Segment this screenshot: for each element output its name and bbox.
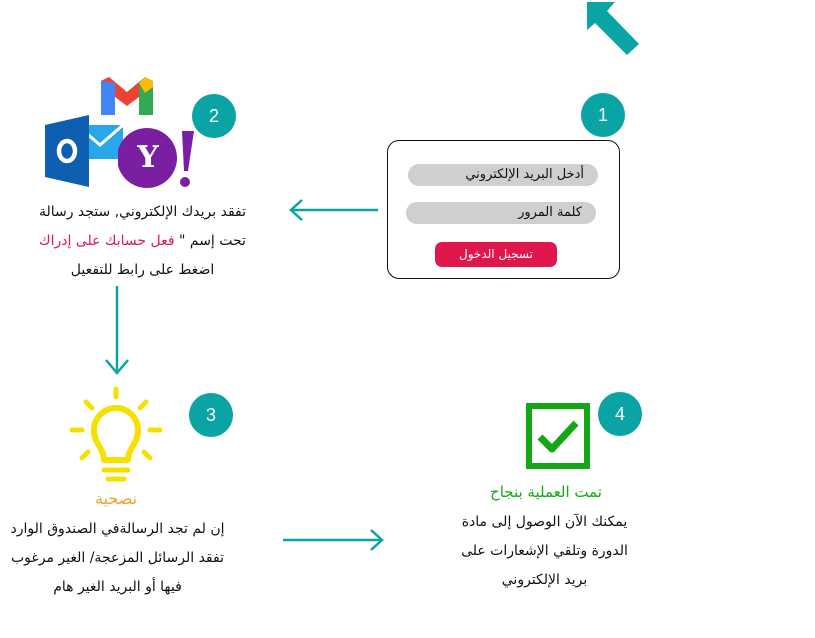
login-button[interactable]: تسجيل الدخول	[435, 242, 557, 267]
yahoo-letter: Y	[137, 140, 159, 175]
step-2-line-2	[20, 227, 265, 256]
step-3-line-2: تفقد الرسائل المزعجة/ الغير مرغوب	[11, 550, 224, 566]
step-4-line-2: الدورة وتلقي الإشعارات على	[461, 543, 628, 559]
lightbulb-icon	[68, 386, 164, 486]
step-4-heading: تمت العملية بنجاح	[490, 483, 602, 501]
step-2-line-2-prefix: تحت إسم "	[178, 233, 246, 249]
step-4-line-1: يمكنك الآن الوصول إلى مادة	[461, 514, 628, 530]
step-3-badge: 3	[189, 393, 233, 437]
step-2-line-3: اضغط على رابط للتفعيل	[70, 262, 215, 278]
step-4-text	[437, 508, 652, 595]
step-3-line-3: فيها أو البريد الغير هام	[53, 579, 182, 595]
outlook-icon	[45, 115, 125, 187]
step-4-badge: 4	[598, 392, 642, 436]
email-field[interactable]: أدخل البريد الإلكتروني	[408, 164, 598, 186]
step-3-line-1: إن لم تجد الرسالةفي الصندوق الوارد	[10, 521, 225, 537]
step-3-heading: نصحية	[94, 489, 138, 508]
password-field[interactable]: كلمة المرور	[406, 202, 596, 224]
arrow-right-icon	[283, 527, 387, 553]
arrow-down-icon	[104, 286, 130, 376]
step-2-message-title: فعل حسابك على إدراك	[39, 233, 175, 249]
step-2-badge: 2	[192, 94, 236, 138]
checkmark-box-icon	[526, 403, 590, 469]
step-2-line-1: تفقد بريدك الإلكتروني, ستجد رسالة	[38, 204, 247, 220]
arrow-left-icon	[288, 198, 380, 222]
login-form-card	[387, 140, 620, 279]
step-2-text	[20, 198, 265, 285]
step-3-text	[0, 515, 235, 602]
step-4-line-3: بريد الإلكتروني	[501, 572, 588, 588]
step-1-badge: 1	[581, 93, 625, 137]
expand-arrow-icon[interactable]	[585, 2, 641, 56]
gmail-icon	[100, 75, 154, 115]
